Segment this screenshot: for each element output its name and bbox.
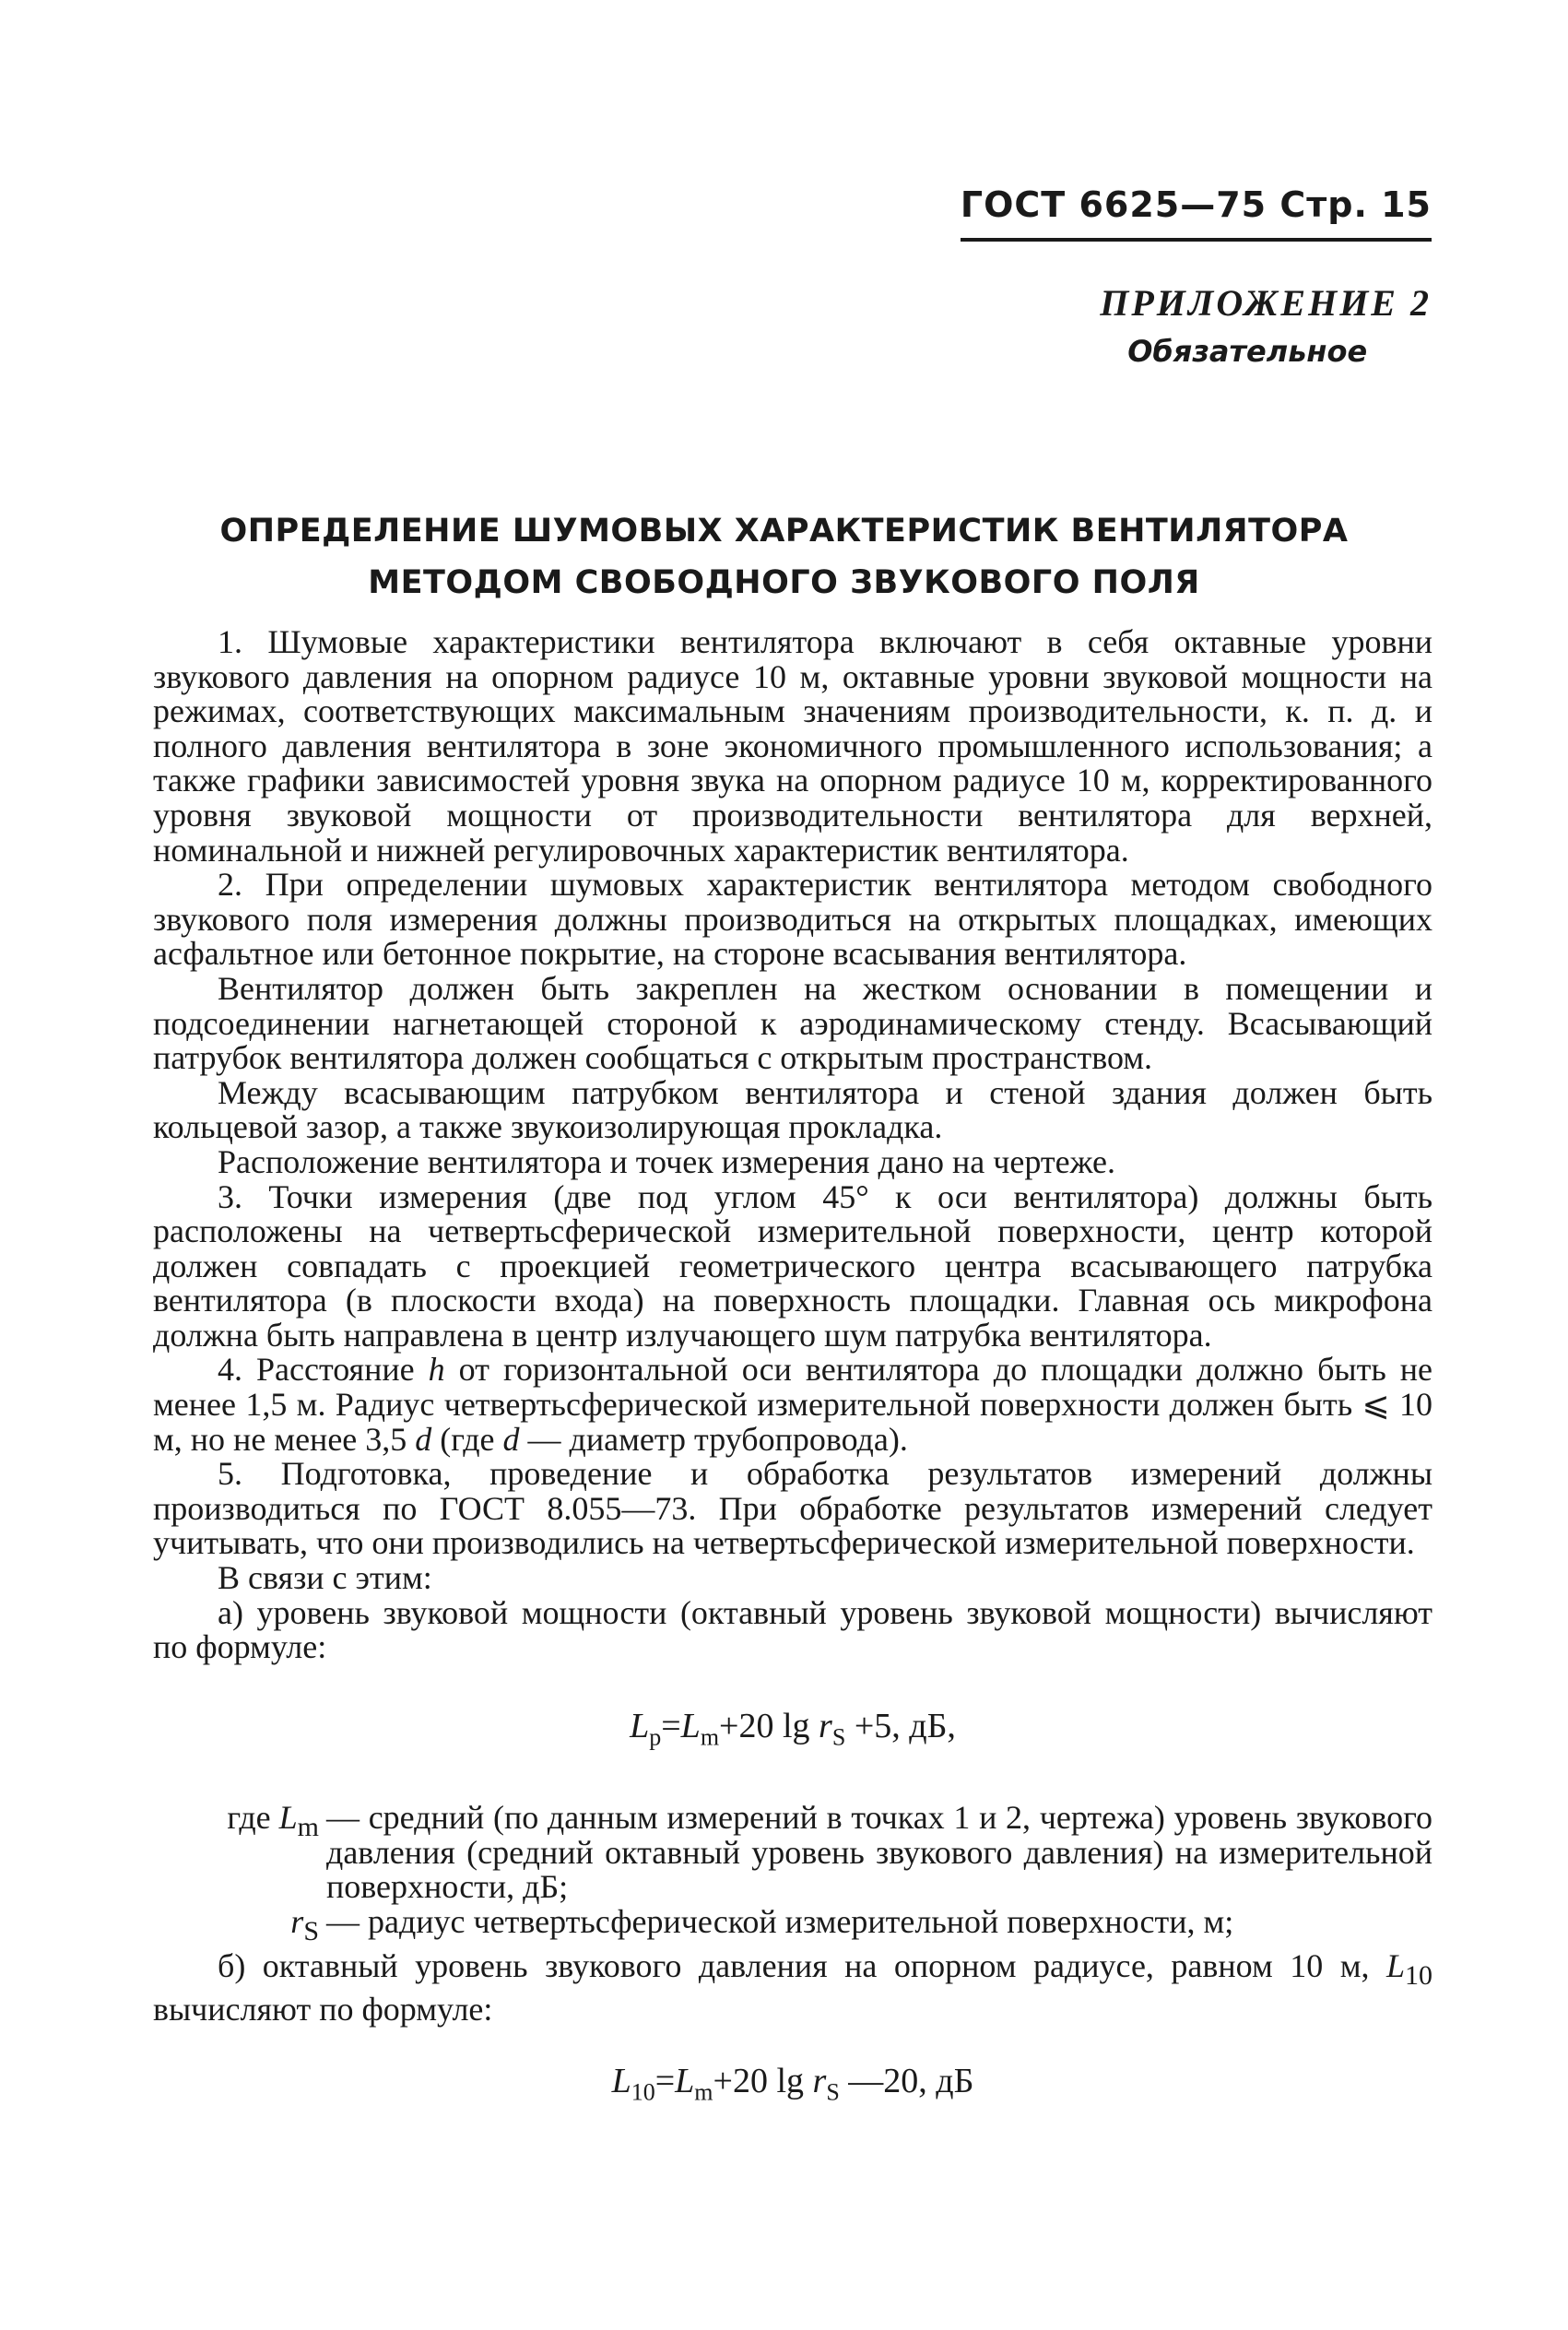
document-body xyxy=(153,625,1432,2110)
f2-lhs-sub: 10 xyxy=(631,2078,655,2106)
paragraph-5: Расположение вентилятора и точек измерения дано на чертеже. xyxy=(218,1142,1115,1180)
f1-eq: = xyxy=(661,1706,681,1745)
p7-text-a: 4. Расстояние xyxy=(218,1351,429,1389)
paragraph-1: 1. Шумовые характеристики вентилятора включают в себя октавные уровни звукового давления на опорном радиусе 10 м, октавные уровни звуковой мощности на режимах, соответствующих максимальным значениям производительности, к. п. д. и полного давления вентилятора в зоне экономичного промышленного использования; а также графики зависимостей уровня звука на опорном радиусе 10 м, корректированного уровня звуковой мощности от производительности вентилятора для верхней, номинальной и нижней регулировочных характеристик вентилятора. xyxy=(153,623,1432,869)
def1-var: L xyxy=(278,1799,298,1836)
f1-lhs-var: L xyxy=(630,1706,650,1745)
definitions xyxy=(153,1801,1432,1949)
formula-pressure-level xyxy=(153,2061,1432,2110)
f2-lm-sub: m xyxy=(694,2078,713,2106)
def1-sub: m xyxy=(297,1812,319,1843)
p11-text-a: б) октавный уровень звукового давления на опорном радиусе, равном 10 м, xyxy=(218,1946,1386,1984)
p11-text-b: вычисляют по формуле: xyxy=(153,1991,493,2028)
f2-r-sub: S xyxy=(826,2078,840,2106)
p7-var-d: d xyxy=(415,1420,432,1458)
p11-sub: 10 xyxy=(1405,1959,1432,1991)
p11-var: L xyxy=(1385,1946,1405,1984)
p7-var-d2: d xyxy=(502,1420,520,1458)
f1-r-var: r xyxy=(819,1706,832,1745)
paragraph-6: 3. Точки измерения (две под углом 45° к оси вентилятора) должны быть расположены на четвертьсферической измерительной поверхности, центр которой должен совпадать с проекцией геометрического центра всасывающего патрубка вентилятора (в плоскости входа) на поверхность площадки. Главная ось микрофона должна быть направлена в центр излучающего шум патрубка вентилятора. xyxy=(153,1177,1432,1354)
title-line-2: МЕТОДОМ СВОБОДНОГО ЗВУКОВОГО ПОЛЯ xyxy=(368,564,1200,601)
def-term-lm xyxy=(153,1801,326,1845)
paragraph-11 xyxy=(153,1946,1432,2028)
paragraph-4: Между всасывающим патрубком вентилятора и стеной здания должен быть кольцевой зазор, а также звукоизолирующая прокладка. xyxy=(153,1073,1432,1146)
f2-eq: = xyxy=(654,2061,676,2100)
def-text-lm: — средний (по данным измерений в точках 1 и 2, чертежа) уровень звукового давления (средний октавный уровень звукового давления) на измерительной поверхности, дБ; xyxy=(326,1799,1432,1906)
title-line-1: ОПРЕДЕЛЕНИЕ ШУМОВЫХ ХАРАКТЕРИСТИК ВЕНТИЛЯТОРА xyxy=(219,513,1349,550)
appendix-block xyxy=(1100,281,1432,369)
definition-lm xyxy=(153,1801,1432,1905)
f1-tail: +5, дБ, xyxy=(845,1706,956,1745)
f2-r-var: r xyxy=(812,2061,827,2100)
def2-var: r xyxy=(290,1902,304,1940)
page-header: ГОСТ 6625—75 Стр. 15 xyxy=(961,184,1432,242)
paragraph-3: Вентилятор должен быть закреплен на жестком основании в помещении и подсоединении нагнетающей стороной к аэродинамическому стенду. Всасывающий патрубок вентилятора должен сообщаться с открытым пространством. xyxy=(153,969,1432,1077)
def-text-rs: — радиус четвертьсферической измерительной поверхности, м; xyxy=(326,1902,1234,1940)
f2-lhs-var: L xyxy=(611,2061,631,2100)
formula-sound-power xyxy=(153,1706,1432,1755)
f1-lhs-sub: р xyxy=(649,1723,662,1751)
paragraph-7 xyxy=(153,1353,1432,1457)
p7-text-c: (где xyxy=(431,1420,503,1458)
paragraph-2: 2. При определении шумовых характеристик вентилятора методом свободного звукового поля измерения должны производиться на открытых площадках, имеющих асфальтное или бетонное покрытие, на стороне всасывания вентилятора. xyxy=(153,866,1432,973)
f1-mid: +20 lg xyxy=(719,1706,819,1745)
paragraph-9: В связи с этим: xyxy=(218,1559,432,1597)
paragraph-8: 5. Подготовка, проведение и обработка результатов измерений должны производиться по ГОСТ 8.055—73. При обработке результатов измерений следует учитывать, что они производились на четвертьсферической измерительной поверхности. xyxy=(153,1455,1432,1562)
def-term-rs xyxy=(153,1902,326,1949)
appendix-title: ПРИЛОЖЕНИЕ 2 xyxy=(1100,282,1432,324)
f1-lm-sub: m xyxy=(700,1723,720,1751)
p7-text-b: от горизонтальной оси вентилятора до площадки должно быть не менее 1,5 м. Радиус четвертьсферической измерительной поверхности должен быть ⩽ 10 м, но не менее 3,5 xyxy=(153,1351,1433,1458)
f1-r-sub: S xyxy=(831,1723,846,1751)
appendix-subtitle: Обязательное xyxy=(1127,334,1368,369)
paragraph-10: а) уровень звуковой мощности (октавный уровень звуковой мощности) вычисляют по формуле: xyxy=(153,1593,1432,1666)
f1-lm-var: L xyxy=(680,1706,701,1745)
p7-text-e: — диаметр трубопровода). xyxy=(519,1420,908,1458)
f2-tail: —20, дБ xyxy=(839,2061,974,2100)
def1-pre: где xyxy=(227,1799,279,1836)
f2-mid: +20 lg xyxy=(713,2061,813,2100)
definition-rs xyxy=(153,1902,1432,1949)
p7-var-h: h xyxy=(428,1351,445,1389)
document-title xyxy=(0,505,1568,609)
def2-sub: S xyxy=(303,1915,319,1946)
f2-lm-var: L xyxy=(675,2061,695,2100)
